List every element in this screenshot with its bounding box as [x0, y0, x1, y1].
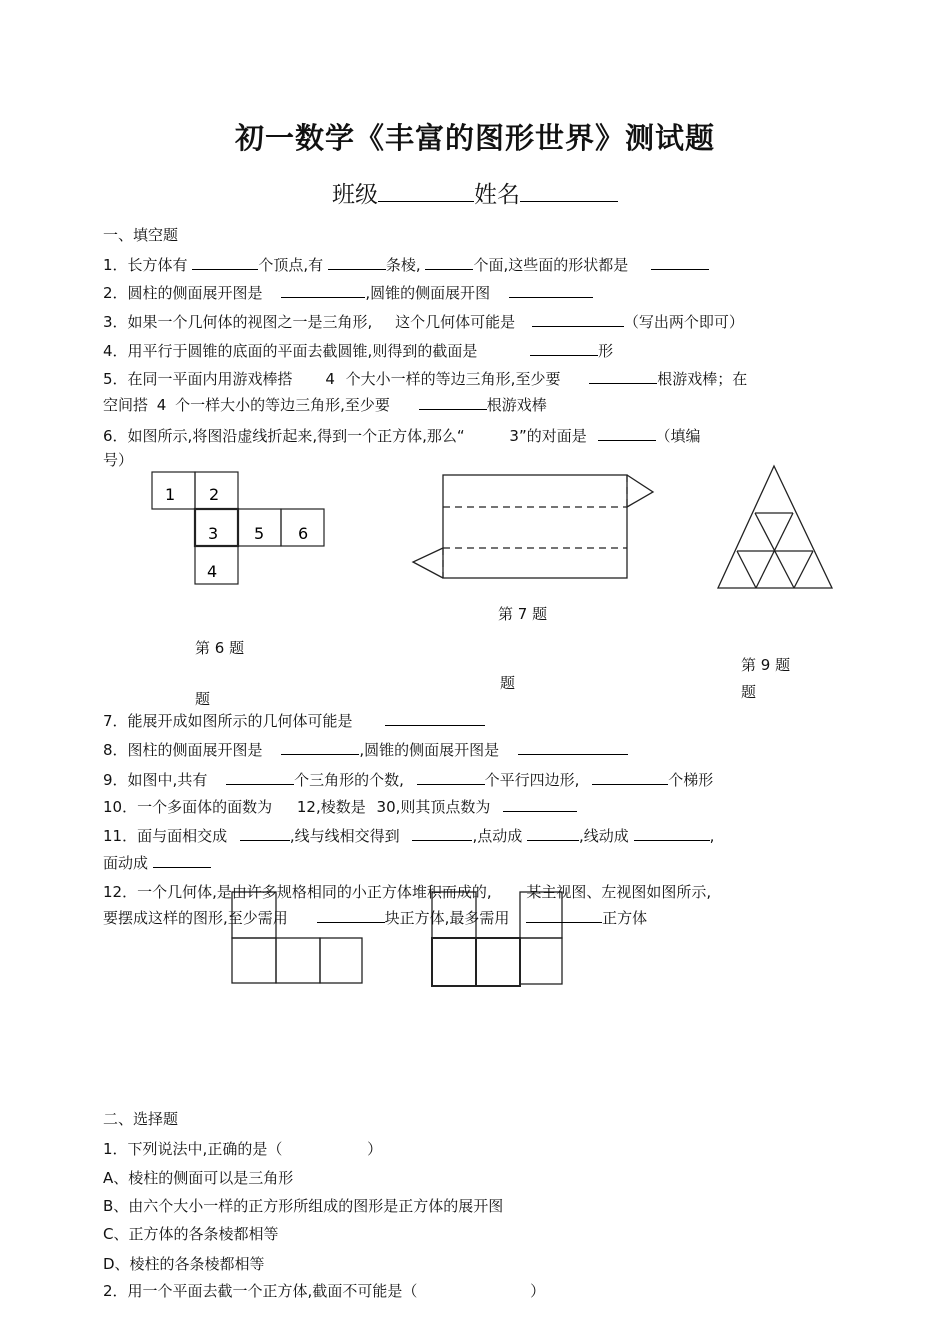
- fig9-caption: 第 9 题: [741, 656, 791, 674]
- cube-net-figure: [150, 470, 330, 590]
- q4-blank[interactable]: [530, 341, 598, 356]
- question-3: 3．如果一个几何体的视图之一是三角形, 这个几何体可能是 （写出两个即可）: [103, 313, 744, 331]
- net-label-2: 2: [209, 485, 220, 504]
- left-view-figure: [430, 890, 565, 990]
- fig6-caption: 第 6 题: [195, 639, 245, 657]
- q12-blank-2[interactable]: [526, 908, 602, 923]
- question-10: 10．一个多面体的面数为 12,棱数是 30,则其顶点数为: [103, 797, 577, 817]
- class-label: 班级: [332, 182, 378, 208]
- net-label-6: 6: [298, 524, 309, 543]
- q3-blank[interactable]: [532, 312, 624, 327]
- choice-option-d[interactable]: D、棱柱的各条棱都相等: [103, 1255, 265, 1273]
- section-choice-title: 二、选择题: [103, 1110, 179, 1128]
- question-5-line-2: 空间搭 4 个一样大小的等边三角形,至少要 根游戏棒: [103, 396, 547, 414]
- q11-blank-5[interactable]: [153, 853, 211, 868]
- q8-blank-2[interactable]: [518, 740, 628, 755]
- choice-option-a[interactable]: A、棱柱的侧面可以是三角形: [103, 1169, 294, 1187]
- q1-blank-3[interactable]: [425, 255, 473, 270]
- name-label: 姓名: [474, 182, 520, 208]
- question-8: 8．图柱的侧面展开图是 ,圆锥的侧面展开图是: [103, 740, 628, 760]
- triangle-grid-figure: [712, 462, 840, 592]
- fig7-caption: 第 7 题: [498, 605, 548, 623]
- question-6-line-2: 号）: [103, 451, 134, 469]
- q12-blank-1[interactable]: [317, 908, 385, 923]
- q9-blank-2[interactable]: [417, 770, 485, 785]
- question-6-line-1: 6．如图所示,将图沿虚线折起来,得到一个正方体,那么“ 3”的对面是 （填编: [103, 427, 701, 445]
- q9-blank-3[interactable]: [592, 770, 668, 785]
- fig9-caption-extra: 题: [741, 683, 757, 701]
- net-label-1: 1: [165, 485, 176, 504]
- section-fill-blank-title: 一、填空题: [103, 226, 179, 244]
- q8-blank-1[interactable]: [281, 740, 359, 755]
- q5-blank-1[interactable]: [589, 369, 657, 384]
- choice-option-c[interactable]: C、正方体的各条棱都相等: [103, 1225, 279, 1243]
- q11-blank-2[interactable]: [412, 826, 472, 841]
- question-5-line-1: 5．在同一平面内用游戏棒搭 4 个大小一样的等边三角形,至少要 根游戏棒；在: [103, 370, 748, 388]
- question-12-line-2: 要摆成这样的图形,至少需用 块正方体,最多需用 正方体: [103, 909, 648, 927]
- q10-blank[interactable]: [503, 797, 577, 812]
- q1-blank-1[interactable]: [192, 255, 258, 270]
- q11-blank-4[interactable]: [634, 826, 710, 841]
- page-title: 初一数学《丰富的图形世界》测试题: [234, 121, 715, 155]
- net-label-4: 4: [207, 562, 218, 581]
- question-1: 1．长方体有 个顶点,有 条棱, 个面,这些面的形状都是: [103, 255, 709, 275]
- choice-question-2: 2．用一个平面去截一个正方体,截面不可能是（ ）: [103, 1282, 546, 1300]
- question-9: 9．如图中,共有 个三角形的个数, 个平行四边形, 个梯形: [103, 771, 714, 789]
- q2-blank-1[interactable]: [281, 283, 365, 298]
- q11-blank-3[interactable]: [527, 826, 579, 841]
- q9-blank-1[interactable]: [226, 770, 294, 785]
- fig6-caption-extra: 题: [195, 690, 211, 708]
- q2-blank-2[interactable]: [509, 283, 593, 298]
- fig7-caption-extra: 题: [500, 674, 516, 692]
- choice-question-1: 1．下列说法中,正确的是（ ）: [103, 1140, 383, 1158]
- prism-net-figure: [410, 470, 660, 585]
- choice-option-b[interactable]: B、由六个大小一样的正方形所组成的图形是正方体的展开图: [103, 1197, 504, 1215]
- q6-blank[interactable]: [598, 426, 656, 441]
- question-2: 2．圆柱的侧面展开图是 ,圆锥的侧面展开图: [103, 283, 593, 303]
- net-label-3: 3: [208, 524, 219, 543]
- question-4: 4．用平行于圆锥的底面的平面去截圆锥,则得到的截面是 形: [103, 342, 614, 360]
- q11-blank-1[interactable]: [240, 826, 290, 841]
- front-view-figure: [230, 890, 365, 986]
- question-11-line-2: 面动成: [103, 853, 211, 873]
- question-7: 7．能展开成如图所示的几何体可能是: [103, 711, 485, 731]
- question-12-line-1: 12．一个几何体,是由许多规格相同的小正方体堆积而成的, 某主视图、左视图如图所示,: [103, 883, 712, 901]
- q7-blank[interactable]: [385, 711, 485, 726]
- class-blank[interactable]: [378, 181, 474, 202]
- question-11-line-1: 11．面与面相交成 ,线与线相交得到 ,点动成 ,线动成 ,: [103, 827, 715, 845]
- q5-blank-2[interactable]: [419, 395, 487, 410]
- q1-blank-2[interactable]: [328, 255, 386, 270]
- net-label-5: 5: [254, 524, 265, 543]
- student-info: [0, 176, 950, 209]
- name-blank[interactable]: [520, 181, 618, 202]
- q1-blank-4[interactable]: [651, 255, 709, 270]
